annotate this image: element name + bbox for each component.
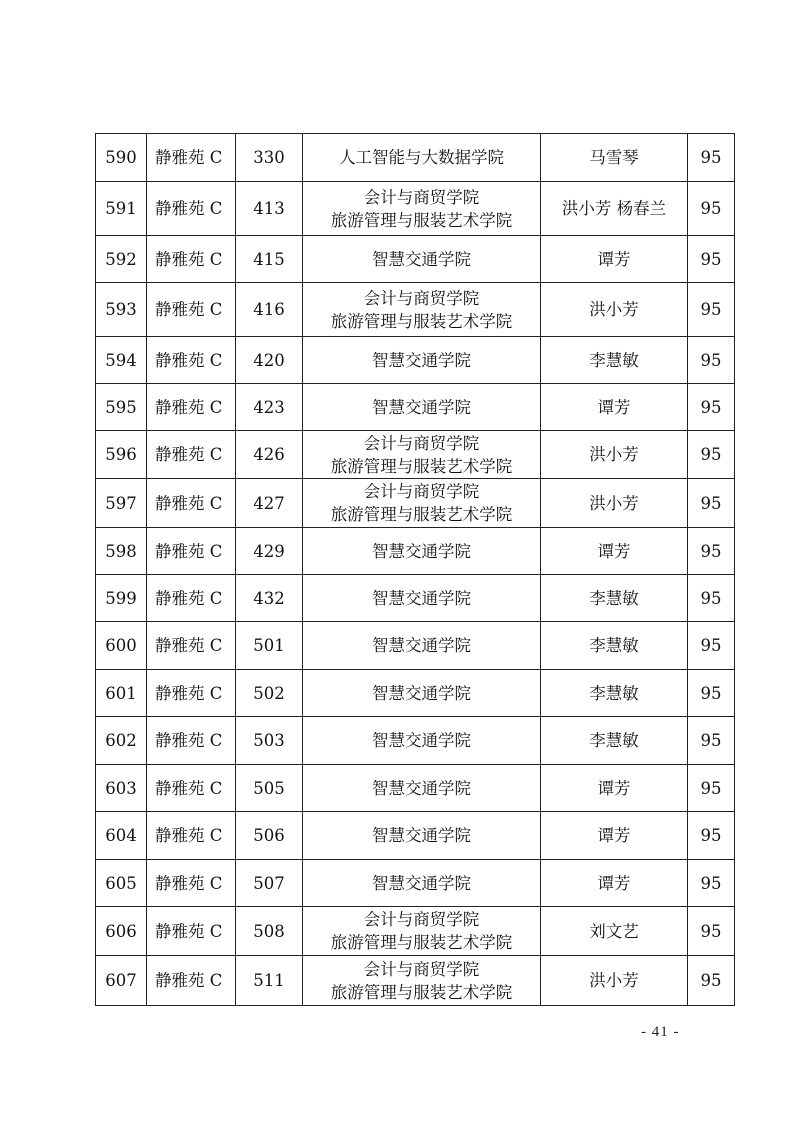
table-row — [96, 575, 735, 622]
college-name: 智慧交通学院 — [372, 588, 471, 608]
college-cell — [303, 670, 541, 717]
college-name: 智慧交通学院 — [372, 683, 471, 703]
room-number-cell: 420 — [236, 337, 303, 384]
dormitory-cell: 静雅苑 C — [147, 812, 236, 860]
dormitory-cell: 静雅苑 C — [147, 717, 236, 765]
serial-number-cell: 603 — [96, 765, 147, 812]
table-row — [96, 622, 735, 670]
serial-number-cell: 595 — [96, 384, 147, 431]
dormitory-cell: 静雅苑 C — [147, 134, 236, 182]
room-number-cell: 432 — [236, 575, 303, 622]
score-cell: 95 — [688, 479, 735, 528]
serial-number-cell: 596 — [96, 431, 147, 479]
table-row — [96, 431, 735, 479]
college-name: 智慧交通学院 — [372, 731, 471, 750]
score-cell: 95 — [688, 956, 735, 1006]
college-name: 智慧交通学院 — [372, 350, 471, 370]
college-cell — [303, 337, 541, 384]
table-row — [96, 907, 735, 956]
college-name: 旅游管理与服装艺术学院 — [330, 505, 513, 524]
college-name: 会计与商贸学院 — [363, 910, 480, 929]
score-cell: 95 — [688, 283, 735, 337]
staff-name-cell: 李慧敏 — [541, 575, 688, 622]
college-name: 智慧交通学院 — [372, 826, 471, 845]
table-row — [96, 182, 735, 236]
college-name: 智慧交通学院 — [372, 636, 471, 655]
page-number: - 41 - — [641, 1024, 680, 1040]
serial-number-cell: 594 — [96, 337, 147, 384]
dormitory-cell: 静雅苑 C — [147, 283, 236, 337]
dormitory-cell: 静雅苑 C — [147, 575, 236, 622]
college-cell — [303, 236, 541, 283]
college-name: 会计与商贸学院 — [363, 433, 480, 453]
table-row — [96, 236, 735, 283]
college-name: 智慧交通学院 — [372, 778, 471, 798]
college-cell — [303, 384, 541, 431]
table-row — [96, 956, 735, 1006]
dormitory-cell: 静雅苑 C — [147, 907, 236, 956]
college-cell — [303, 622, 541, 670]
college-cell — [303, 717, 541, 765]
dormitory-cell: 静雅苑 C — [147, 431, 236, 479]
dormitory-cell: 静雅苑 C — [147, 384, 236, 431]
staff-name-cell: 谭芳 — [541, 765, 688, 812]
score-cell: 95 — [688, 765, 735, 812]
room-number-cell: 427 — [236, 479, 303, 528]
college-name: 会计与商贸学院 — [363, 187, 480, 207]
serial-number-cell: 602 — [96, 717, 147, 765]
dormitory-cell: 静雅苑 C — [147, 670, 236, 717]
serial-number-cell: 598 — [96, 528, 147, 575]
dormitory-cell: 静雅苑 C — [147, 956, 236, 1006]
college-cell — [303, 431, 541, 479]
room-number-cell: 413 — [236, 182, 303, 236]
room-number-cell: 330 — [236, 134, 303, 182]
serial-number-cell: 601 — [96, 670, 147, 717]
staff-name-cell: 李慧敏 — [541, 717, 688, 765]
college-cell — [303, 479, 541, 528]
staff-name-cell: 洪小芳 — [541, 479, 688, 528]
table-row — [96, 134, 735, 182]
dorm-score-table — [95, 133, 735, 1006]
staff-name-cell: 洪小芳 杨春兰 — [541, 182, 688, 236]
table-row — [96, 670, 735, 717]
staff-name-cell: 洪小芳 — [541, 956, 688, 1006]
staff-name-cell: 李慧敏 — [541, 622, 688, 670]
score-cell: 95 — [688, 236, 735, 283]
college-name: 旅游管理与服装艺术学院 — [330, 311, 513, 331]
college-name: 智慧交通学院 — [372, 397, 471, 417]
staff-name-cell: 谭芳 — [541, 528, 688, 575]
staff-name-cell: 谭芳 — [541, 812, 688, 860]
serial-number-cell: 600 — [96, 622, 147, 670]
college-cell — [303, 134, 541, 182]
dormitory-cell: 静雅苑 C — [147, 765, 236, 812]
table-row — [96, 860, 735, 907]
serial-number-cell: 604 — [96, 812, 147, 860]
room-number-cell: 426 — [236, 431, 303, 479]
staff-name-cell: 刘文艺 — [541, 907, 688, 956]
college-cell — [303, 860, 541, 907]
staff-name-cell: 谭芳 — [541, 860, 688, 907]
serial-number-cell: 591 — [96, 182, 147, 236]
room-number-cell: 506 — [236, 812, 303, 860]
college-cell — [303, 765, 541, 812]
serial-number-cell: 606 — [96, 907, 147, 956]
college-cell — [303, 956, 541, 1006]
college-cell — [303, 575, 541, 622]
score-cell: 95 — [688, 431, 735, 479]
college-cell — [303, 283, 541, 337]
staff-name-cell: 李慧敏 — [541, 337, 688, 384]
table-row — [96, 283, 735, 337]
table-row — [96, 384, 735, 431]
score-cell: 95 — [688, 384, 735, 431]
college-name: 旅游管理与服装艺术学院 — [330, 210, 513, 230]
college-cell — [303, 907, 541, 956]
college-name: 旅游管理与服装艺术学院 — [330, 982, 513, 1002]
dormitory-cell: 静雅苑 C — [147, 528, 236, 575]
college-cell — [303, 182, 541, 236]
table-row — [96, 765, 735, 812]
college-name: 会计与商贸学院 — [363, 482, 480, 501]
college-cell — [303, 528, 541, 575]
college-name: 人工智能与大数据学院 — [339, 148, 504, 167]
serial-number-cell: 592 — [96, 236, 147, 283]
dormitory-cell: 静雅苑 C — [147, 479, 236, 528]
room-number-cell: 503 — [236, 717, 303, 765]
college-name: 智慧交通学院 — [372, 541, 471, 561]
staff-name-cell: 谭芳 — [541, 384, 688, 431]
dormitory-cell: 静雅苑 C — [147, 182, 236, 236]
score-cell: 95 — [688, 182, 735, 236]
college-name: 智慧交通学院 — [372, 873, 471, 893]
score-cell: 95 — [688, 717, 735, 765]
college-name: 旅游管理与服装艺术学院 — [330, 933, 513, 952]
table-row — [96, 479, 735, 528]
college-name: 智慧交通学院 — [372, 249, 471, 269]
staff-name-cell: 洪小芳 — [541, 283, 688, 337]
serial-number-cell: 590 — [96, 134, 147, 182]
dormitory-cell: 静雅苑 C — [147, 622, 236, 670]
room-number-cell: 501 — [236, 622, 303, 670]
serial-number-cell: 607 — [96, 956, 147, 1006]
table-body — [96, 134, 735, 1006]
staff-name-cell: 李慧敏 — [541, 670, 688, 717]
room-number-cell: 423 — [236, 384, 303, 431]
score-cell: 95 — [688, 337, 735, 384]
score-cell: 95 — [688, 907, 735, 956]
score-cell: 95 — [688, 528, 735, 575]
college-name: 旅游管理与服装艺术学院 — [330, 456, 513, 476]
table-row — [96, 528, 735, 575]
college-name: 会计与商贸学院 — [363, 959, 480, 979]
staff-name-cell: 谭芳 — [541, 236, 688, 283]
college-cell — [303, 812, 541, 860]
score-cell: 95 — [688, 622, 735, 670]
room-number-cell: 416 — [236, 283, 303, 337]
staff-name-cell: 洪小芳 — [541, 431, 688, 479]
table-row — [96, 812, 735, 860]
table-row — [96, 717, 735, 765]
college-name: 会计与商贸学院 — [363, 288, 480, 308]
score-cell: 95 — [688, 575, 735, 622]
dormitory-cell: 静雅苑 C — [147, 337, 236, 384]
room-number-cell: 502 — [236, 670, 303, 717]
score-cell: 95 — [688, 812, 735, 860]
table-row — [96, 337, 735, 384]
score-cell: 95 — [688, 670, 735, 717]
score-cell: 95 — [688, 860, 735, 907]
room-number-cell: 507 — [236, 860, 303, 907]
score-cell: 95 — [688, 134, 735, 182]
serial-number-cell: 605 — [96, 860, 147, 907]
serial-number-cell: 593 — [96, 283, 147, 337]
room-number-cell: 508 — [236, 907, 303, 956]
room-number-cell: 505 — [236, 765, 303, 812]
staff-name-cell: 马雪琴 — [541, 134, 688, 182]
dormitory-cell: 静雅苑 C — [147, 236, 236, 283]
room-number-cell: 511 — [236, 956, 303, 1006]
serial-number-cell: 597 — [96, 479, 147, 528]
serial-number-cell: 599 — [96, 575, 147, 622]
dormitory-cell: 静雅苑 C — [147, 860, 236, 907]
room-number-cell: 429 — [236, 528, 303, 575]
room-number-cell: 415 — [236, 236, 303, 283]
